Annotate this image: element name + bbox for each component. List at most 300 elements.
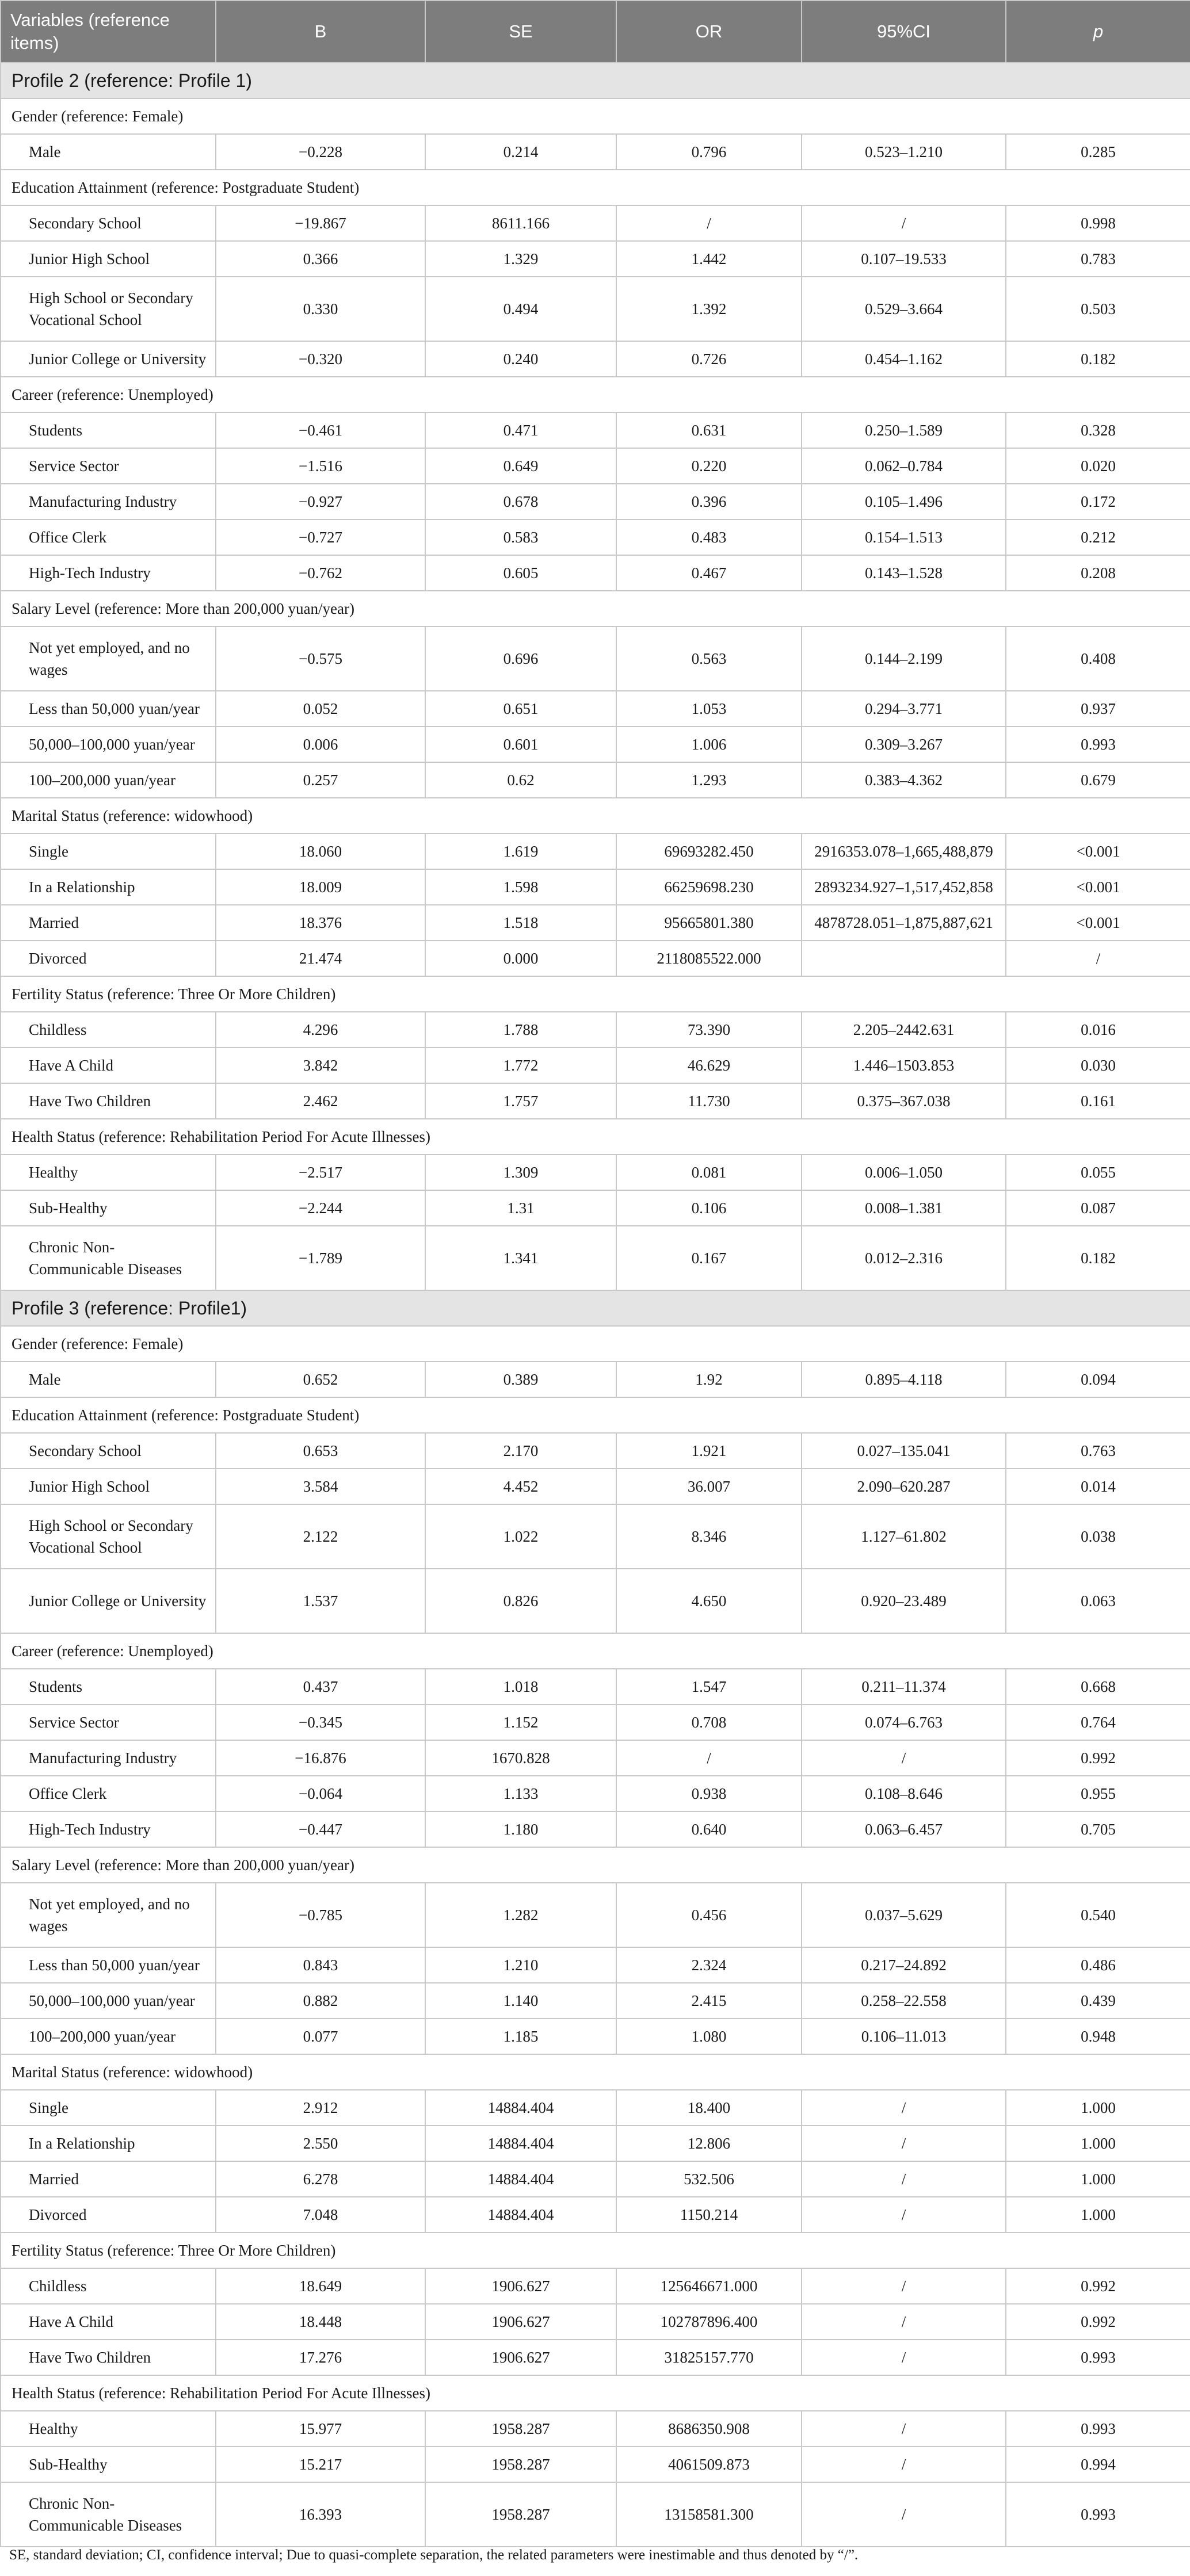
or-cell: 46.629	[616, 1048, 802, 1083]
b-cell: 18.376	[216, 905, 425, 941]
table-row	[1, 1947, 1190, 1983]
category-row	[1, 591, 1190, 626]
b-cell: −2.244	[216, 1190, 425, 1226]
variable-name-cell: Male	[1, 134, 216, 170]
variable-name-cell: Single	[1, 2090, 216, 2126]
table-row	[1, 2304, 1190, 2340]
variable-name-cell: Married	[1, 905, 216, 941]
se-cell: 1906.627	[425, 2268, 616, 2304]
se-cell: 0.62	[425, 762, 616, 798]
variable-name-cell: Divorced	[1, 941, 216, 976]
variable-name-cell: Service Sector	[1, 448, 216, 484]
or-cell: 1.921	[616, 1433, 802, 1469]
variable-name-cell: 50,000–100,000 yuan/year	[1, 727, 216, 762]
table-row	[1, 1048, 1190, 1083]
variable-name-cell: 50,000–100,000 yuan/year	[1, 1983, 216, 2019]
b-cell: −0.345	[216, 1704, 425, 1740]
variable-name-cell: 100–200,000 yuan/year	[1, 2019, 216, 2054]
se-cell: 14884.404	[425, 2090, 616, 2126]
se-cell: 0.649	[425, 448, 616, 484]
table-row	[1, 241, 1190, 277]
category-title: Gender (reference: Female)	[1, 1326, 1190, 1362]
b-cell: 0.006	[216, 727, 425, 762]
or-cell: 0.483	[616, 519, 802, 555]
b-cell: −0.727	[216, 519, 425, 555]
variable-name-cell: Childless	[1, 1012, 216, 1048]
or-cell: 0.640	[616, 1811, 802, 1847]
or-cell: 0.708	[616, 1704, 802, 1740]
or-cell: 2.415	[616, 1983, 802, 2019]
se-cell: 1.518	[425, 905, 616, 941]
p-cell: 0.992	[1006, 2304, 1190, 2340]
or-cell: 2.324	[616, 1947, 802, 1983]
se-cell: 0.389	[425, 1362, 616, 1397]
ci-cell: 2.205–2442.631	[802, 1012, 1006, 1048]
p-cell: 0.994	[1006, 2447, 1190, 2482]
b-cell: 15.217	[216, 2447, 425, 2482]
variable-name-cell: Childless	[1, 2268, 216, 2304]
se-cell: 0.826	[425, 1569, 616, 1633]
or-cell: 102787896.400	[616, 2304, 802, 2340]
or-cell: 0.220	[616, 448, 802, 484]
category-row	[1, 2054, 1190, 2090]
ci-cell: 0.529–3.664	[802, 277, 1006, 341]
header-b: B	[216, 1, 425, 63]
variable-name-cell: Junior High School	[1, 1469, 216, 1504]
or-cell: 36.007	[616, 1469, 802, 1504]
profile-title: Profile 2 (reference: Profile 1)	[1, 63, 1190, 98]
table-row	[1, 2482, 1190, 2547]
category-title: Salary Level (reference: More than 200,000 yuan/year)	[1, 591, 1190, 626]
header-variables: Variables (reference items)	[1, 1, 216, 63]
ci-cell: /	[802, 2268, 1006, 2304]
b-cell: 18.009	[216, 869, 425, 905]
table-row	[1, 205, 1190, 241]
p-cell: 0.182	[1006, 1226, 1190, 1290]
table-row	[1, 727, 1190, 762]
or-cell: /	[616, 205, 802, 241]
se-cell: 4.452	[425, 1469, 616, 1504]
table-row	[1, 2411, 1190, 2447]
b-cell: −0.785	[216, 1883, 425, 1947]
p-cell: 0.161	[1006, 1083, 1190, 1119]
table-row	[1, 2126, 1190, 2161]
table-row	[1, 762, 1190, 798]
table-row	[1, 1012, 1190, 1048]
b-cell: 2.550	[216, 2126, 425, 2161]
b-cell: −19.867	[216, 205, 425, 241]
p-cell: 0.992	[1006, 1740, 1190, 1776]
or-cell: 1.053	[616, 691, 802, 727]
p-cell: 1.000	[1006, 2161, 1190, 2197]
ci-cell: 0.217–24.892	[802, 1947, 1006, 1983]
or-cell: 8686350.908	[616, 2411, 802, 2447]
category-title: Education Attainment (reference: Postgraduate Student)	[1, 170, 1190, 205]
se-cell: 0.605	[425, 555, 616, 591]
se-cell: 1.309	[425, 1155, 616, 1190]
variable-name-cell: In a Relationship	[1, 2126, 216, 2161]
table-row	[1, 834, 1190, 869]
ci-cell: 2893234.927–1,517,452,858	[802, 869, 1006, 905]
p-cell: 0.038	[1006, 1504, 1190, 1569]
ci-cell: 0.895–4.118	[802, 1362, 1006, 1397]
category-row	[1, 1326, 1190, 1362]
category-row	[1, 798, 1190, 834]
se-cell: 14884.404	[425, 2161, 616, 2197]
p-cell: 0.087	[1006, 1190, 1190, 1226]
header-p: p	[1006, 1, 1190, 63]
table-header	[1, 1, 1190, 63]
p-cell: 0.094	[1006, 1362, 1190, 1397]
variable-name-cell: Healthy	[1, 1155, 216, 1190]
category-row	[1, 976, 1190, 1012]
or-cell: 0.467	[616, 555, 802, 591]
ci-cell	[802, 941, 1006, 976]
or-cell: 95665801.380	[616, 905, 802, 941]
p-cell: 0.030	[1006, 1048, 1190, 1083]
table-row	[1, 626, 1190, 691]
variable-name-cell: Have Two Children	[1, 2340, 216, 2375]
or-cell: 12.806	[616, 2126, 802, 2161]
b-cell: 15.977	[216, 2411, 425, 2447]
profile-header-row	[1, 63, 1190, 98]
ci-cell: 1.446–1503.853	[802, 1048, 1006, 1083]
table-row	[1, 412, 1190, 448]
or-cell: 73.390	[616, 1012, 802, 1048]
b-cell: 0.882	[216, 1983, 425, 2019]
ci-cell: 4878728.051–1,875,887,621	[802, 905, 1006, 941]
se-cell: 1.619	[425, 834, 616, 869]
variable-name-cell: Chronic Non-Communicable Diseases	[1, 1226, 216, 1290]
table-row	[1, 2197, 1190, 2233]
variable-name-cell: In a Relationship	[1, 869, 216, 905]
b-cell: 0.077	[216, 2019, 425, 2054]
or-cell: 0.563	[616, 626, 802, 691]
table-row	[1, 1504, 1190, 1569]
b-cell: 18.060	[216, 834, 425, 869]
b-cell: 0.330	[216, 277, 425, 341]
se-cell: 1.152	[425, 1704, 616, 1740]
ci-cell: 1.127–61.802	[802, 1504, 1006, 1569]
se-cell: 2.170	[425, 1433, 616, 1469]
p-cell: 0.955	[1006, 1776, 1190, 1811]
category-title: Marital Status (reference: widowhood)	[1, 798, 1190, 834]
or-cell: 18.400	[616, 2090, 802, 2126]
se-cell: 14884.404	[425, 2197, 616, 2233]
se-cell: 1.140	[425, 1983, 616, 2019]
variable-name-cell: Not yet employed, and no wages	[1, 1883, 216, 1947]
se-cell: 14884.404	[425, 2126, 616, 2161]
or-cell: 0.396	[616, 484, 802, 519]
se-cell: 1670.828	[425, 1740, 616, 1776]
ci-cell: /	[802, 2090, 1006, 2126]
p-cell: 0.705	[1006, 1811, 1190, 1847]
variable-name-cell: 100–200,000 yuan/year	[1, 762, 216, 798]
se-cell: 1.282	[425, 1883, 616, 1947]
b-cell: −0.575	[216, 626, 425, 691]
se-cell: 1.757	[425, 1083, 616, 1119]
p-cell: 0.285	[1006, 134, 1190, 170]
table-row	[1, 1469, 1190, 1504]
ci-cell: 0.074–6.763	[802, 1704, 1006, 1740]
variable-name-cell: Married	[1, 2161, 216, 2197]
variable-name-cell: Healthy	[1, 2411, 216, 2447]
ci-cell: 0.008–1.381	[802, 1190, 1006, 1226]
p-cell: 1.000	[1006, 2197, 1190, 2233]
variable-name-cell: Sub-Healthy	[1, 2447, 216, 2482]
variable-name-cell: Students	[1, 412, 216, 448]
variable-name-cell: Manufacturing Industry	[1, 484, 216, 519]
table-row	[1, 1776, 1190, 1811]
p-cell: 0.063	[1006, 1569, 1190, 1633]
or-cell: 0.726	[616, 341, 802, 377]
category-row	[1, 2233, 1190, 2268]
or-cell: 69693282.450	[616, 834, 802, 869]
ci-cell: 0.105–1.496	[802, 484, 1006, 519]
table-row	[1, 1704, 1190, 1740]
p-cell: 0.763	[1006, 1433, 1190, 1469]
table-row	[1, 1155, 1190, 1190]
ci-cell: /	[802, 2161, 1006, 2197]
se-cell: 1.329	[425, 241, 616, 277]
variable-name-cell: Less than 50,000 yuan/year	[1, 1947, 216, 1983]
table-row	[1, 1226, 1190, 1290]
table-row	[1, 1190, 1190, 1226]
se-cell: 1906.627	[425, 2304, 616, 2340]
ci-cell: /	[802, 2482, 1006, 2547]
variable-name-cell: Secondary School	[1, 1433, 216, 1469]
table-row	[1, 484, 1190, 519]
table-row	[1, 1433, 1190, 1469]
ci-cell: 2916353.078–1,665,488,879	[802, 834, 1006, 869]
ci-cell: 0.309–3.267	[802, 727, 1006, 762]
table-row	[1, 869, 1190, 905]
p-cell: 0.783	[1006, 241, 1190, 277]
or-cell: 1.006	[616, 727, 802, 762]
or-cell: 1.080	[616, 2019, 802, 2054]
p-cell: 0.408	[1006, 626, 1190, 691]
variable-name-cell: Junior College or University	[1, 1569, 216, 1633]
b-cell: 18.448	[216, 2304, 425, 2340]
se-cell: 1.772	[425, 1048, 616, 1083]
variable-name-cell: Not yet employed, and no wages	[1, 626, 216, 691]
se-cell: 1.788	[425, 1012, 616, 1048]
b-cell: 18.649	[216, 2268, 425, 2304]
table-row	[1, 905, 1190, 941]
p-cell: 0.937	[1006, 691, 1190, 727]
table-row	[1, 941, 1190, 976]
or-cell: 0.106	[616, 1190, 802, 1226]
or-cell: 0.456	[616, 1883, 802, 1947]
ci-cell: /	[802, 2304, 1006, 2340]
se-cell: 1.018	[425, 1669, 616, 1704]
ci-cell: 0.108–8.646	[802, 1776, 1006, 1811]
p-cell: 0.503	[1006, 277, 1190, 341]
ci-cell: 0.294–3.771	[802, 691, 1006, 727]
ci-cell: 0.062–0.784	[802, 448, 1006, 484]
ci-cell: 0.454–1.162	[802, 341, 1006, 377]
se-cell: 0.601	[425, 727, 616, 762]
p-cell: 0.993	[1006, 727, 1190, 762]
b-cell: 0.052	[216, 691, 425, 727]
table-body	[1, 63, 1190, 2547]
or-cell: 125646671.000	[616, 2268, 802, 2304]
variable-name-cell: Have A Child	[1, 2304, 216, 2340]
p-cell: 0.998	[1006, 205, 1190, 241]
ci-cell: /	[802, 2197, 1006, 2233]
se-cell: 1.341	[425, 1226, 616, 1290]
table-row	[1, 277, 1190, 341]
or-cell: 1.92	[616, 1362, 802, 1397]
se-cell: 1.133	[425, 1776, 616, 1811]
table-row	[1, 2447, 1190, 2482]
ci-cell: 0.143–1.528	[802, 555, 1006, 591]
or-cell: 66259698.230	[616, 869, 802, 905]
variable-name-cell: Sub-Healthy	[1, 1190, 216, 1226]
b-cell: −1.516	[216, 448, 425, 484]
or-cell: 1.293	[616, 762, 802, 798]
ci-cell: 0.037–5.629	[802, 1883, 1006, 1947]
ci-cell: 0.258–22.558	[802, 1983, 1006, 2019]
b-cell: 3.842	[216, 1048, 425, 1083]
p-cell: /	[1006, 941, 1190, 976]
b-cell: 21.474	[216, 941, 425, 976]
variable-name-cell: Office Clerk	[1, 519, 216, 555]
category-title: Salary Level (reference: More than 200,000 yuan/year)	[1, 1847, 1190, 1883]
table-row	[1, 448, 1190, 484]
or-cell: 1.442	[616, 241, 802, 277]
se-cell: 1.210	[425, 1947, 616, 1983]
p-cell: 0.679	[1006, 762, 1190, 798]
b-cell: −0.228	[216, 134, 425, 170]
b-cell: 2.122	[216, 1504, 425, 1569]
se-cell: 1.185	[425, 2019, 616, 2054]
p-cell: 0.992	[1006, 2268, 1190, 2304]
p-cell: 0.993	[1006, 2482, 1190, 2547]
b-cell: 3.584	[216, 1469, 425, 1504]
ci-cell: 0.523–1.210	[802, 134, 1006, 170]
or-cell: 1.547	[616, 1669, 802, 1704]
se-cell: 0.240	[425, 341, 616, 377]
p-cell: 0.540	[1006, 1883, 1190, 1947]
se-cell: 1.022	[425, 1504, 616, 1569]
or-cell: /	[616, 1740, 802, 1776]
b-cell: 0.437	[216, 1669, 425, 1704]
p-cell: 1.000	[1006, 2090, 1190, 2126]
category-row	[1, 98, 1190, 134]
b-cell: −16.876	[216, 1740, 425, 1776]
b-cell: 0.652	[216, 1362, 425, 1397]
b-cell: 4.296	[216, 1012, 425, 1048]
se-cell: 1.598	[425, 869, 616, 905]
b-cell: 1.537	[216, 1569, 425, 1633]
p-cell: 0.020	[1006, 448, 1190, 484]
profile-header-row	[1, 1290, 1190, 1326]
p-cell: 0.668	[1006, 1669, 1190, 1704]
variable-name-cell: Male	[1, 1362, 216, 1397]
se-cell: 1958.287	[425, 2447, 616, 2482]
or-cell: 1.392	[616, 277, 802, 341]
p-cell: 0.055	[1006, 1155, 1190, 1190]
ci-cell: 0.063–6.457	[802, 1811, 1006, 1847]
variable-name-cell: Junior College or University	[1, 341, 216, 377]
ci-cell: /	[802, 2340, 1006, 2375]
b-cell: 0.257	[216, 762, 425, 798]
header-row	[1, 1, 1190, 63]
p-cell: 0.172	[1006, 484, 1190, 519]
table-row	[1, 2340, 1190, 2375]
category-row	[1, 1119, 1190, 1155]
p-cell: 0.212	[1006, 519, 1190, 555]
se-cell: 0.471	[425, 412, 616, 448]
p-cell: 0.014	[1006, 1469, 1190, 1504]
variable-name-cell: High-Tech Industry	[1, 555, 216, 591]
or-cell: 13158581.300	[616, 2482, 802, 2547]
ci-cell: 0.006–1.050	[802, 1155, 1006, 1190]
ci-cell: 0.012–2.316	[802, 1226, 1006, 1290]
ci-cell: /	[802, 2126, 1006, 2161]
variable-name-cell: High School or Secondary Vocational School	[1, 277, 216, 341]
p-cell: 0.208	[1006, 555, 1190, 591]
se-cell: 1906.627	[425, 2340, 616, 2375]
se-cell: 0.678	[425, 484, 616, 519]
ci-cell: 0.107–19.533	[802, 241, 1006, 277]
or-cell: 0.167	[616, 1226, 802, 1290]
p-cell: <0.001	[1006, 834, 1190, 869]
ci-cell: /	[802, 2447, 1006, 2482]
table-row	[1, 134, 1190, 170]
b-cell: 17.276	[216, 2340, 425, 2375]
table-row	[1, 2090, 1190, 2126]
b-cell: −0.447	[216, 1811, 425, 1847]
category-title: Fertility Status (reference: Three Or More Children)	[1, 2233, 1190, 2268]
variable-name-cell: Divorced	[1, 2197, 216, 2233]
ci-cell: /	[802, 2411, 1006, 2447]
se-cell: 1.180	[425, 1811, 616, 1847]
p-cell: 0.016	[1006, 1012, 1190, 1048]
variable-name-cell: High-Tech Industry	[1, 1811, 216, 1847]
se-cell: 1958.287	[425, 2482, 616, 2547]
category-row	[1, 377, 1190, 412]
p-cell: 0.328	[1006, 412, 1190, 448]
or-cell: 1150.214	[616, 2197, 802, 2233]
se-cell: 0.583	[425, 519, 616, 555]
profile-title: Profile 3 (reference: Profile1)	[1, 1290, 1190, 1326]
se-cell: 0.651	[425, 691, 616, 727]
b-cell: −2.517	[216, 1155, 425, 1190]
b-cell: 0.366	[216, 241, 425, 277]
ci-cell: 2.090–620.287	[802, 1469, 1006, 1504]
ci-cell: 0.154–1.513	[802, 519, 1006, 555]
p-cell: 0.993	[1006, 2340, 1190, 2375]
b-cell: −0.320	[216, 341, 425, 377]
p-cell: 0.948	[1006, 2019, 1190, 2054]
ci-cell: 0.250–1.589	[802, 412, 1006, 448]
table-row	[1, 341, 1190, 377]
ci-cell: 0.375–367.038	[802, 1083, 1006, 1119]
or-cell: 0.938	[616, 1776, 802, 1811]
category-title: Career (reference: Unemployed)	[1, 1633, 1190, 1669]
or-cell: 4061509.873	[616, 2447, 802, 2482]
b-cell: 2.462	[216, 1083, 425, 1119]
category-row	[1, 1633, 1190, 1669]
variable-name-cell: Chronic Non-Communicable Diseases	[1, 2482, 216, 2547]
category-title: Gender (reference: Female)	[1, 98, 1190, 134]
category-row	[1, 170, 1190, 205]
category-row	[1, 1847, 1190, 1883]
header-se: SE	[425, 1, 616, 63]
or-cell: 532.506	[616, 2161, 802, 2197]
